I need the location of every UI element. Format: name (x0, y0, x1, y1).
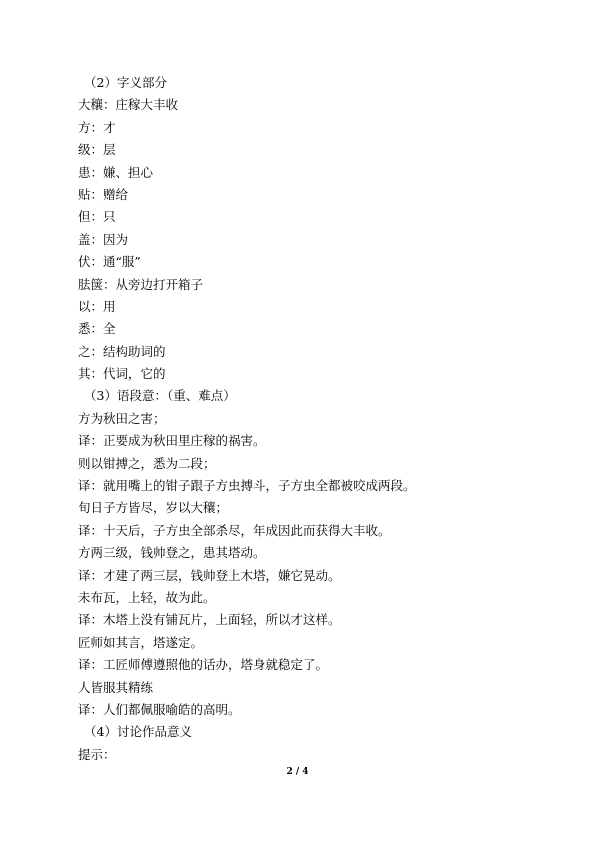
text-line: 则以钳搏之，悉为二段； (78, 455, 216, 471)
text-line: 胠箧：从旁边打开箱子 (78, 276, 204, 292)
text-line: 旬日子方皆尽，岁以大穰； (78, 500, 229, 516)
text-line: 之：结构助词的 (78, 343, 166, 359)
section-heading: （2）字义部分 (84, 75, 167, 90)
text-line: 提示： (78, 746, 116, 762)
text-line: 译：木塔上没有铺瓦片，上面轻，所以才这样。 (78, 612, 341, 628)
text-line: 未布瓦，上轻，故为此。 (78, 589, 216, 605)
text-line: 级：层 (78, 142, 116, 158)
page-number: 2 / 4 (286, 767, 309, 777)
text-line: 人皆服其精练 (78, 679, 154, 695)
text-line: 译：工匠师傅遵照他的话办，塔身就稳定了。 (78, 657, 329, 673)
section-heading: （3）语段意：（重、难点） (84, 388, 236, 404)
text-line: 贴：赠给 (78, 186, 129, 202)
text-line: 其：代词，它的 (78, 366, 166, 382)
text-line: 译：才建了两三层，钱帅登上木塔，嫌它晃动。 (78, 567, 341, 583)
text-line: 译：十天后，子方虫全部杀尽，年成因此而获得大丰收。 (78, 522, 391, 538)
text-line: 译：就用嘴上的钳子跟子方虫搏斗，子方虫全都被咬成两段。 (78, 478, 416, 494)
text-line: 大穰：庄稼大丰收 (78, 97, 179, 113)
section-heading: （4）讨论作品意义 (84, 724, 192, 740)
text-line: 方两三级，钱帅登之，患其塔动。 (78, 545, 266, 561)
page-content (78, 72, 518, 766)
text-line: 方：才 (78, 119, 116, 135)
text-line: 译：人们都佩服喻皓的高明。 (78, 701, 241, 717)
text-line: 译：正要成为秋田里庄稼的祸害。 (78, 433, 266, 449)
text-line: 盖：因为 (78, 231, 129, 247)
text-line: 伏：通“服” (78, 254, 141, 270)
text-line: 以：用 (78, 298, 116, 314)
text-line: 但：只 (78, 209, 116, 225)
text-line: 患：嫌、担心 (78, 164, 154, 180)
text-line: 悉：全 (78, 321, 116, 337)
text-line: 匠师如其言，塔遂定。 (78, 634, 204, 650)
text-line: 方为秋田之害； (78, 410, 166, 426)
